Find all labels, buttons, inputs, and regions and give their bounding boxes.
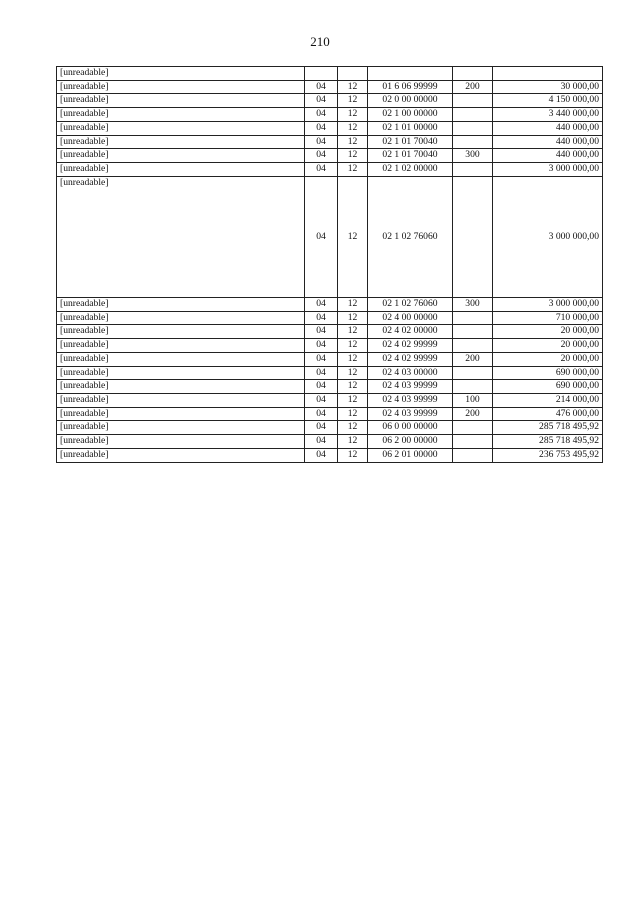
target-article-code: 02 4 02 99999 xyxy=(368,352,453,366)
expense-type-code: 300 xyxy=(453,149,493,163)
amount: 20 000,00 xyxy=(493,325,603,339)
table-row xyxy=(57,135,603,149)
table-row xyxy=(57,149,603,163)
target-article-code: 02 1 01 70040 xyxy=(368,135,453,149)
subsection-code: 12 xyxy=(338,176,368,297)
table-row xyxy=(57,80,603,94)
budget-table xyxy=(56,66,603,463)
expense-type-code xyxy=(453,176,493,297)
subsection-code: 12 xyxy=(338,135,368,149)
table-row xyxy=(57,94,603,108)
subsection-code: 12 xyxy=(338,407,368,421)
row-description: [unreadable] xyxy=(57,67,305,81)
target-article-code: 06 2 00 00000 xyxy=(368,435,453,449)
section-code: 04 xyxy=(305,311,338,325)
table-row xyxy=(57,163,603,177)
target-article-code: 06 2 01 00000 xyxy=(368,448,453,462)
expense-type-code xyxy=(453,163,493,177)
amount xyxy=(493,67,603,81)
target-article-code: 02 1 00 00000 xyxy=(368,108,453,122)
amount: 710 000,00 xyxy=(493,311,603,325)
target-article-code: 02 1 01 70040 xyxy=(368,149,453,163)
subsection-code: 12 xyxy=(338,394,368,408)
amount: 440 000,00 xyxy=(493,149,603,163)
row-description: [unreadable] xyxy=(57,297,305,311)
subsection-code: 12 xyxy=(338,339,368,353)
table-row xyxy=(57,394,603,408)
table-row xyxy=(57,176,603,297)
amount: 690 000,00 xyxy=(493,380,603,394)
section-code: 04 xyxy=(305,135,338,149)
subsection-code: 12 xyxy=(338,366,368,380)
row-description: [unreadable] xyxy=(57,394,305,408)
subsection-code: 12 xyxy=(338,94,368,108)
target-article-code: 02 1 02 76060 xyxy=(368,297,453,311)
expense-type-code xyxy=(453,366,493,380)
table-row xyxy=(57,448,603,462)
table-row xyxy=(57,108,603,122)
row-description: [unreadable] xyxy=(57,311,305,325)
expense-type-code: 200 xyxy=(453,352,493,366)
table-row xyxy=(57,380,603,394)
expense-type-code xyxy=(453,448,493,462)
subsection-code: 12 xyxy=(338,325,368,339)
target-article-code: 02 4 03 99999 xyxy=(368,380,453,394)
amount: 440 000,00 xyxy=(493,135,603,149)
expense-type-code xyxy=(453,421,493,435)
section-code: 04 xyxy=(305,394,338,408)
amount: 285 718 495,92 xyxy=(493,421,603,435)
row-description: [unreadable] xyxy=(57,448,305,462)
subsection-code: 12 xyxy=(338,352,368,366)
target-article-code: 01 6 06 99999 xyxy=(368,80,453,94)
target-article-code: 02 1 01 00000 xyxy=(368,121,453,135)
section-code: 04 xyxy=(305,352,338,366)
expense-type-code xyxy=(453,135,493,149)
subsection-code: 12 xyxy=(338,163,368,177)
table-row xyxy=(57,325,603,339)
amount: 20 000,00 xyxy=(493,339,603,353)
section-code: 04 xyxy=(305,325,338,339)
table-row xyxy=(57,297,603,311)
row-description: [unreadable] xyxy=(57,380,305,394)
expense-type-code: 200 xyxy=(453,80,493,94)
section-code: 04 xyxy=(305,176,338,297)
amount: 690 000,00 xyxy=(493,366,603,380)
section-code: 04 xyxy=(305,121,338,135)
section-code: 04 xyxy=(305,339,338,353)
amount: 20 000,00 xyxy=(493,352,603,366)
target-article-code: 02 4 03 00000 xyxy=(368,366,453,380)
expense-type-code xyxy=(453,380,493,394)
row-description: [unreadable] xyxy=(57,163,305,177)
row-description: [unreadable] xyxy=(57,80,305,94)
row-description: [unreadable] xyxy=(57,149,305,163)
amount: 30 000,00 xyxy=(493,80,603,94)
expense-type-code xyxy=(453,121,493,135)
expense-type-code xyxy=(453,94,493,108)
target-article-code: 02 4 03 99999 xyxy=(368,407,453,421)
target-article-code xyxy=(368,67,453,81)
expense-type-code xyxy=(453,325,493,339)
table-row xyxy=(57,311,603,325)
row-description: [unreadable] xyxy=(57,339,305,353)
amount: 3 000 000,00 xyxy=(493,176,603,297)
amount: 440 000,00 xyxy=(493,121,603,135)
target-article-code: 02 1 02 76060 xyxy=(368,176,453,297)
section-code: 04 xyxy=(305,407,338,421)
target-article-code: 02 4 03 99999 xyxy=(368,394,453,408)
expense-type-code xyxy=(453,435,493,449)
table-row xyxy=(57,339,603,353)
expense-type-code: 100 xyxy=(453,394,493,408)
subsection-code: 12 xyxy=(338,380,368,394)
table-row xyxy=(57,407,603,421)
row-description: [unreadable] xyxy=(57,421,305,435)
row-description: [unreadable] xyxy=(57,352,305,366)
expense-type-code: 200 xyxy=(453,407,493,421)
target-article-code: 06 0 00 00000 xyxy=(368,421,453,435)
section-code: 04 xyxy=(305,435,338,449)
expense-type-code xyxy=(453,67,493,81)
target-article-code: 02 4 02 99999 xyxy=(368,339,453,353)
section-code: 04 xyxy=(305,448,338,462)
subsection-code: 12 xyxy=(338,297,368,311)
section-code: 04 xyxy=(305,421,338,435)
row-description: [unreadable] xyxy=(57,135,305,149)
section-code: 04 xyxy=(305,149,338,163)
section-code: 04 xyxy=(305,297,338,311)
amount: 476 000,00 xyxy=(493,407,603,421)
expense-type-code xyxy=(453,108,493,122)
row-description: [unreadable] xyxy=(57,176,305,297)
target-article-code: 02 1 02 00000 xyxy=(368,163,453,177)
amount: 285 718 495,92 xyxy=(493,435,603,449)
expense-type-code: 300 xyxy=(453,297,493,311)
row-description: [unreadable] xyxy=(57,108,305,122)
table-row xyxy=(57,366,603,380)
section-code: 04 xyxy=(305,108,338,122)
subsection-code: 12 xyxy=(338,149,368,163)
section-code: 04 xyxy=(305,366,338,380)
row-description: [unreadable] xyxy=(57,407,305,421)
amount: 3 440 000,00 xyxy=(493,108,603,122)
table-row xyxy=(57,435,603,449)
table-row xyxy=(57,352,603,366)
subsection-code: 12 xyxy=(338,121,368,135)
row-description: [unreadable] xyxy=(57,325,305,339)
subsection-code xyxy=(338,67,368,81)
row-description: [unreadable] xyxy=(57,121,305,135)
expense-type-code xyxy=(453,311,493,325)
page-number: 210 xyxy=(310,34,330,49)
expense-type-code xyxy=(453,339,493,353)
row-description: [unreadable] xyxy=(57,366,305,380)
section-code: 04 xyxy=(305,163,338,177)
subsection-code: 12 xyxy=(338,435,368,449)
subsection-code: 12 xyxy=(338,448,368,462)
subsection-code: 12 xyxy=(338,108,368,122)
amount: 3 000 000,00 xyxy=(493,163,603,177)
table-row xyxy=(57,421,603,435)
subsection-code: 12 xyxy=(338,80,368,94)
section-code xyxy=(305,67,338,81)
target-article-code: 02 4 02 00000 xyxy=(368,325,453,339)
target-article-code: 02 4 00 00000 xyxy=(368,311,453,325)
row-description: [unreadable] xyxy=(57,435,305,449)
section-code: 04 xyxy=(305,380,338,394)
row-description: [unreadable] xyxy=(57,94,305,108)
budget-table-body xyxy=(57,67,603,463)
section-code: 04 xyxy=(305,94,338,108)
subsection-code: 12 xyxy=(338,311,368,325)
target-article-code: 02 0 00 00000 xyxy=(368,94,453,108)
amount: 214 000,00 xyxy=(493,394,603,408)
table-row xyxy=(57,67,603,81)
amount: 4 150 000,00 xyxy=(493,94,603,108)
section-code: 04 xyxy=(305,80,338,94)
table-row xyxy=(57,121,603,135)
amount: 3 000 000,00 xyxy=(493,297,603,311)
amount: 236 753 495,92 xyxy=(493,448,603,462)
subsection-code: 12 xyxy=(338,421,368,435)
